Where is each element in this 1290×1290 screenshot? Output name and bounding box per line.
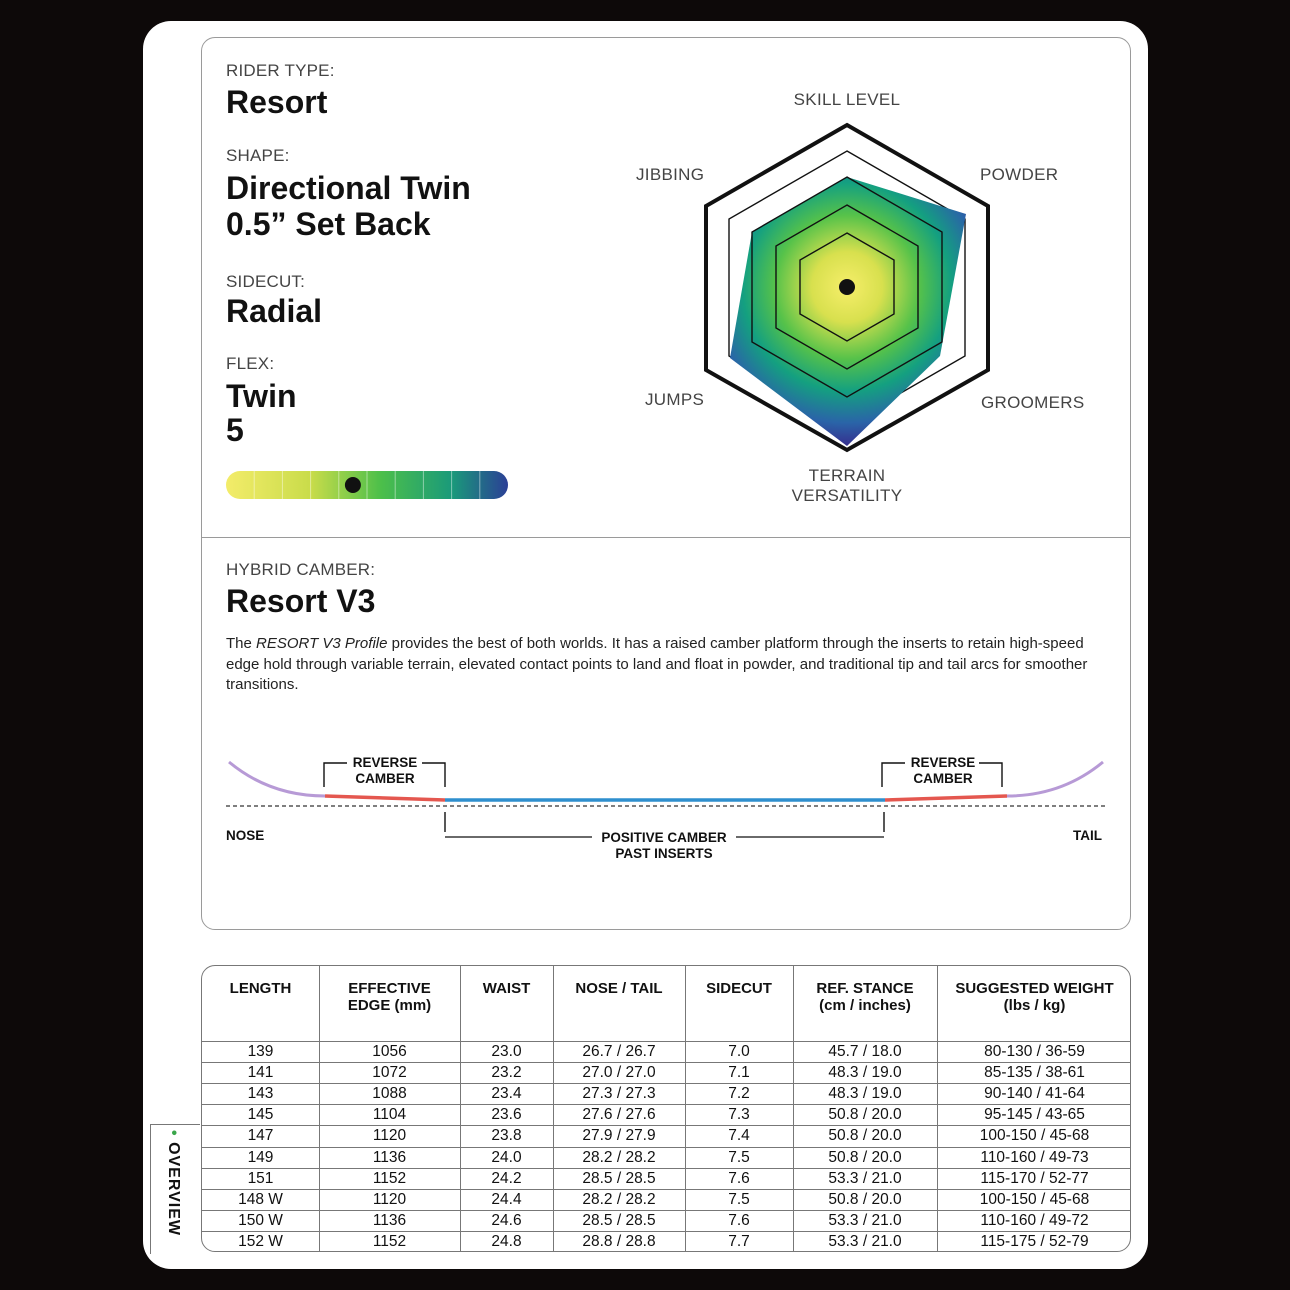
cell-length: 139 (247, 1043, 274, 1060)
cell-waist: 23.0 (491, 1043, 522, 1060)
cell-nose-tail: 26.7 / 26.7 (582, 1043, 656, 1060)
header-weight-2: (lbs / kg) (1003, 997, 1066, 1014)
header-edge-2: EDGE (mm) (347, 997, 432, 1014)
cell-ref-stance: 48.3 / 19.0 (828, 1085, 902, 1103)
cell-suggested-weight: 110-160 / 49-72 (980, 1211, 1089, 1229)
header-ref-stance (793, 980, 937, 1014)
header-nose-tail: NOSE / TAIL (575, 980, 663, 997)
cell-effective-edge: 1120 (372, 1190, 407, 1208)
rider-type-label: RIDER TYPE: (226, 61, 335, 80)
cell-sidecut: 7.1 (728, 1064, 750, 1082)
cell-ref-stance: 45.7 / 18.0 (828, 1043, 902, 1060)
positive-camber-1: POSITIVE CAMBER (601, 830, 727, 845)
cell-ref-stance: 50.8 / 20.0 (828, 1106, 902, 1124)
cell-sidecut: 7.2 (728, 1085, 750, 1103)
cell-waist: 24.4 (491, 1190, 522, 1208)
camber-label: HYBRID CAMBER: (226, 560, 376, 579)
cell-suggested-weight: 85-135 / 38-61 (984, 1064, 1085, 1082)
cell-length: 147 (247, 1127, 274, 1145)
cell-length: 141 (247, 1064, 274, 1082)
cell-length: 149 (247, 1148, 274, 1166)
flex-value: Twin (226, 378, 297, 414)
cell-nose-tail: 28.2 / 28.2 (582, 1190, 656, 1208)
positive-camber-2: PAST INSERTS (615, 846, 713, 861)
cell-ref-stance: 48.3 / 19.0 (828, 1064, 902, 1082)
sidecut-value: Radial (226, 293, 323, 329)
reverse-camber-right (904, 755, 982, 787)
cell-effective-edge: 1104 (372, 1106, 407, 1124)
cell-ref-stance: 53.3 / 21.0 (828, 1211, 902, 1229)
reverse-camber-left-1: REVERSE (352, 755, 418, 770)
header-length: LENGTH (229, 980, 292, 997)
header-weight-1: SUGGESTED WEIGHT (955, 980, 1114, 997)
radar-label-powder: POWDER (980, 165, 1059, 184)
cell-ref-stance: 53.3 / 21.0 (828, 1232, 902, 1250)
header-stance-1: REF. STANCE (816, 980, 914, 997)
cell-sidecut: 7.6 (728, 1211, 750, 1229)
cell-suggested-weight: 100-150 / 45-68 (979, 1127, 1090, 1145)
cell-nose-tail: 28.2 / 28.2 (582, 1148, 656, 1166)
header-stance-2: (cm / inches) (819, 997, 911, 1014)
header-suggested-weight (937, 980, 1131, 1014)
radar-label-terrain-versatility (780, 466, 914, 506)
cell-suggested-weight: 115-175 / 52-79 (980, 1232, 1089, 1250)
flex-marker (345, 477, 361, 493)
cell-length: 151 (247, 1169, 274, 1187)
cell-suggested-weight: 115-170 / 52-77 (980, 1169, 1089, 1187)
cell-waist: 23.6 (491, 1106, 522, 1124)
cell-waist: 24.6 (491, 1211, 522, 1229)
flex-scale-bar (226, 469, 510, 501)
radar-label-terrain: TERRAIN (808, 466, 886, 485)
radar-center-dot (839, 279, 855, 295)
positive-camber-label (590, 830, 738, 862)
cell-waist: 23.4 (491, 1085, 522, 1103)
cell-waist: 24.0 (491, 1148, 522, 1166)
cell-suggested-weight: 100-150 / 45-68 (979, 1190, 1090, 1208)
cell-nose-tail: 27.3 / 27.3 (582, 1085, 656, 1103)
cell-suggested-weight: 95-145 / 43-65 (984, 1106, 1085, 1124)
specs-table (201, 965, 1131, 1252)
cell-length: 152 W (238, 1232, 283, 1250)
radar-label-versatility: VERSATILITY (791, 486, 903, 505)
reverse-camber-left-2: CAMBER (355, 771, 415, 786)
reverse-camber-right-2: CAMBER (913, 771, 973, 786)
cell-length: 145 (247, 1106, 274, 1124)
cell-ref-stance: 50.8 / 20.0 (828, 1190, 902, 1208)
desc-pre: The (226, 635, 257, 652)
reverse-camber-right-1: REVERSE (910, 755, 976, 770)
cell-effective-edge: 1088 (372, 1085, 407, 1103)
cell-nose-tail: 28.5 / 28.5 (582, 1211, 656, 1229)
panel-divider (201, 537, 1131, 538)
header-sidecut: SIDECUT (706, 980, 772, 997)
cell-sidecut: 7.6 (728, 1169, 750, 1187)
cell-sidecut: 7.5 (728, 1190, 750, 1208)
cell-length: 148 W (238, 1190, 283, 1208)
cell-ref-stance: 53.3 / 21.0 (828, 1169, 902, 1187)
cell-sidecut: 7.7 (728, 1232, 750, 1250)
cell-waist: 23.2 (491, 1064, 522, 1082)
cell-effective-edge: 1152 (372, 1232, 407, 1250)
cell-nose-tail: 27.0 / 27.0 (582, 1064, 656, 1082)
cell-sidecut: 7.5 (728, 1148, 750, 1166)
sidecut-label: SIDECUT: (226, 272, 306, 291)
cell-sidecut: 7.3 (728, 1106, 750, 1124)
cell-sidecut: 7.4 (728, 1127, 750, 1145)
rider-type-value: Resort (226, 84, 328, 120)
cell-effective-edge: 1136 (372, 1148, 407, 1166)
cell-nose-tail: 28.8 / 28.8 (582, 1232, 656, 1250)
header-effective-edge (319, 980, 460, 1014)
cell-length: 143 (247, 1085, 274, 1103)
cell-effective-edge: 1056 (372, 1043, 407, 1060)
radar-label-jumps: JUMPS (645, 390, 705, 409)
shape-label: SHAPE: (226, 146, 290, 165)
tail-label: TAIL (1073, 828, 1102, 843)
radar-label-jibbing: JIBBING (636, 165, 705, 184)
camber-value: Resort V3 (226, 583, 376, 619)
cell-nose-tail: 27.6 / 27.6 (582, 1106, 656, 1124)
desc-em: RESORT V3 Profile (256, 635, 388, 652)
radar-label-groomers: GROOMERS (981, 393, 1085, 412)
cell-suggested-weight: 110-160 / 49-73 (980, 1148, 1089, 1166)
cell-nose-tail: 27.9 / 27.9 (582, 1127, 656, 1145)
cell-suggested-weight: 80-130 / 36-59 (984, 1043, 1085, 1060)
overview-tab-label[interactable] (164, 1130, 182, 1236)
shape-value-line1: Directional Twin (226, 170, 471, 206)
shape-value-line2: 0.5” Set Back (226, 206, 431, 242)
cell-nose-tail: 28.5 / 28.5 (582, 1169, 656, 1187)
header-waist: WAIST (482, 980, 531, 997)
nose-label: NOSE (226, 828, 265, 843)
header-edge-1: EFFECTIVE (348, 980, 431, 997)
desc-post: provides the best of both worlds. It has a raised camber platform through the inserts to retain high-speed edge hold through variable terrain, elevated contact points to land and float in powder, and traditional tip and tail arcs for smoother transitions. (226, 635, 1088, 693)
tab-label: OVERVIEW (165, 1142, 182, 1237)
cell-waist: 23.8 (491, 1127, 522, 1145)
radar-label-skill-level: SKILL LEVEL (793, 90, 901, 109)
flex-number: 5 (226, 412, 244, 448)
cell-effective-edge: 1136 (372, 1211, 407, 1229)
cell-waist: 24.2 (491, 1169, 522, 1187)
tab-dot: • (165, 1130, 182, 1137)
cell-sidecut: 7.0 (728, 1043, 750, 1060)
cell-suggested-weight: 90-140 / 41-64 (984, 1085, 1085, 1103)
cell-ref-stance: 50.8 / 20.0 (828, 1148, 902, 1166)
cell-waist: 24.8 (491, 1232, 522, 1250)
ride-radar-chart (690, 110, 1010, 460)
cell-effective-edge: 1152 (372, 1169, 407, 1187)
flex-label: FLEX: (226, 354, 275, 373)
camber-description (226, 634, 1111, 696)
cell-effective-edge: 1120 (372, 1127, 407, 1145)
cell-length: 150 W (238, 1211, 283, 1229)
cell-ref-stance: 50.8 / 20.0 (828, 1127, 902, 1145)
reverse-camber-left (346, 755, 424, 787)
cell-effective-edge: 1072 (372, 1064, 407, 1082)
